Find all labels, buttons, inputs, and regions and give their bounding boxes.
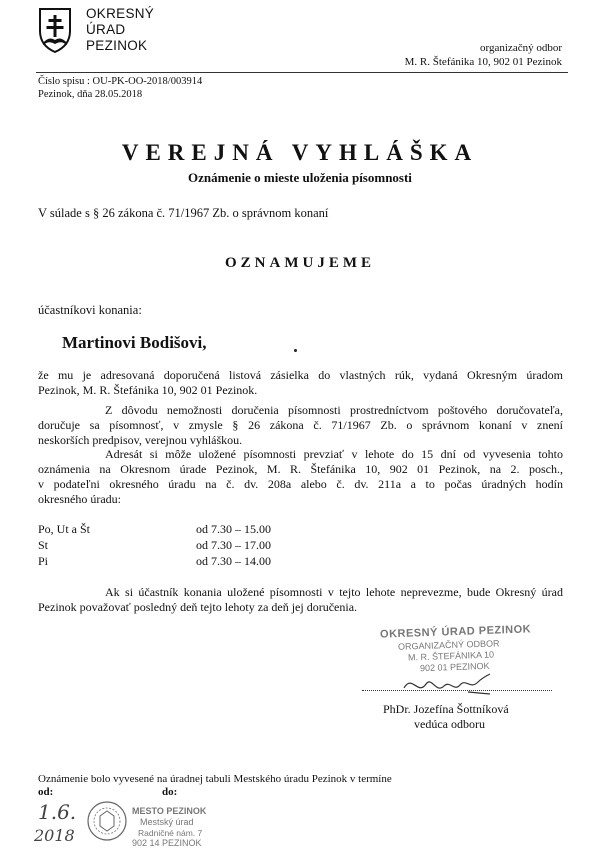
handwritten-date: 1.6. bbox=[38, 800, 77, 824]
hours-time: od 7.30 – 15.00 bbox=[196, 522, 271, 536]
legal-basis: V súlade s § 26 zákona č. 71/1967 Zb. o správnom konaní bbox=[38, 206, 329, 220]
recipient-label: účastníkovi konania: bbox=[38, 303, 142, 317]
handwritten-signature bbox=[398, 670, 498, 700]
hours-time: od 7.30 – 17.00 bbox=[196, 538, 271, 552]
slovak-coat-of-arms-icon bbox=[38, 7, 72, 53]
hours-days: St bbox=[38, 538, 49, 552]
stamp-line3: M. R. ŠTEFÁNIKA 10 bbox=[407, 649, 495, 663]
body-p1-line1: že mu je adresovaná doporučená listová zásielka do vlastných rúk, vydaná Okresným úradom bbox=[38, 368, 563, 382]
body-p2-line3: neskorších predpisov, verejnou vyhláškou. bbox=[38, 433, 243, 447]
department-address: M. R. Štefánika 10, 902 01 Pezinok bbox=[404, 56, 562, 68]
hours-days: Pi bbox=[38, 554, 49, 568]
town-seal-icon bbox=[86, 800, 128, 842]
file-number: Číslo spisu : OU-PK-OO-2018/003914 bbox=[38, 76, 203, 87]
stamp-line4: 902 01 PEZINOK bbox=[419, 660, 490, 674]
town-stamp-line1: MESTO PEZINOK bbox=[132, 806, 207, 816]
posted-to-label: do: bbox=[162, 786, 178, 798]
document-title: VEREJNÁ VYHLÁŠKA bbox=[121, 140, 479, 165]
office-name-line2: ÚRAD bbox=[86, 22, 126, 37]
town-stamp-line4: 902 14 PEZINOK bbox=[132, 838, 202, 848]
town-stamp-line2: Mestský úrad bbox=[140, 817, 194, 827]
stamp-line1: OKRESNÝ ÚRAD PEZINOK bbox=[379, 623, 532, 641]
signature-line bbox=[362, 690, 552, 691]
posted-from-label: od: bbox=[38, 786, 54, 798]
body-p2-line2: doručuje sa písomnosť, v zmysle § 26 zákona č. 71/1967 Zb. o správnom konaní v znení bbox=[38, 418, 563, 432]
body-p3-line4: okresného úradu: bbox=[38, 492, 121, 506]
signatory-name: PhDr. Jozefína Šottníková bbox=[383, 702, 509, 716]
body-p3-line3: v podateľni okresného úradu na č. dv. 208a alebo č. dv. 211a a to počas úradných hodín bbox=[38, 477, 563, 491]
closing-line1: Ak si účastník konania uložené písomnosti v tejto lehote neprevezme, bude Okresný úrad bbox=[105, 585, 563, 599]
office-name-line3: PEZINOK bbox=[86, 38, 148, 53]
announce-heading: OZNAMUJEME bbox=[225, 255, 375, 271]
body-p3-line1: Adresát si môže uložené písomnosti prevziať v lehote do 15 dní od vyvesenia tohto bbox=[105, 447, 563, 461]
department-name: organizačný odbor bbox=[480, 42, 562, 54]
ink-dot bbox=[294, 349, 297, 352]
body-p3-line2: oznámenia na Okresnom úrade Pezinok, M. R. Štefánika 10, 902 01 Pezinok, na 2. posch., bbox=[38, 462, 563, 476]
handwritten-year: 2018 bbox=[34, 826, 75, 845]
body-p1-line2: Pezinok, M. R. Štefánika 10, 902 01 Pezinok. bbox=[38, 383, 258, 397]
stamp-line2: ORGANIZAČNÝ ODBOR bbox=[397, 638, 500, 652]
header-divider bbox=[36, 72, 568, 73]
hours-days: Po, Ut a Št bbox=[38, 522, 91, 536]
hours-time: od 7.30 – 14.00 bbox=[196, 554, 271, 568]
recipient-name: Martinovi Bodišovi, bbox=[62, 333, 207, 352]
document-subtitle: Oznámenie o mieste uloženia písomnosti bbox=[188, 170, 412, 185]
place-date: Pezinok, dňa 28.05.2018 bbox=[38, 89, 143, 100]
closing-line2: Pezinok považovať posledný deň tejto lehoty za deň jej doručenia. bbox=[38, 600, 358, 614]
body-p2-line1: Z dôvodu nemožnosti doručenia písomnosti prostredníctvom poštového doručovateľa, bbox=[105, 403, 563, 417]
office-name-line1: OKRESNÝ bbox=[86, 6, 155, 21]
town-stamp-line3: Radničné nám. 7 bbox=[138, 828, 203, 838]
posting-note: Oznámenie bolo vyvesené na úradnej tabuli Mestského úradu Pezinok v termíne bbox=[38, 773, 392, 785]
signatory-role: vedúca odboru bbox=[414, 717, 485, 731]
